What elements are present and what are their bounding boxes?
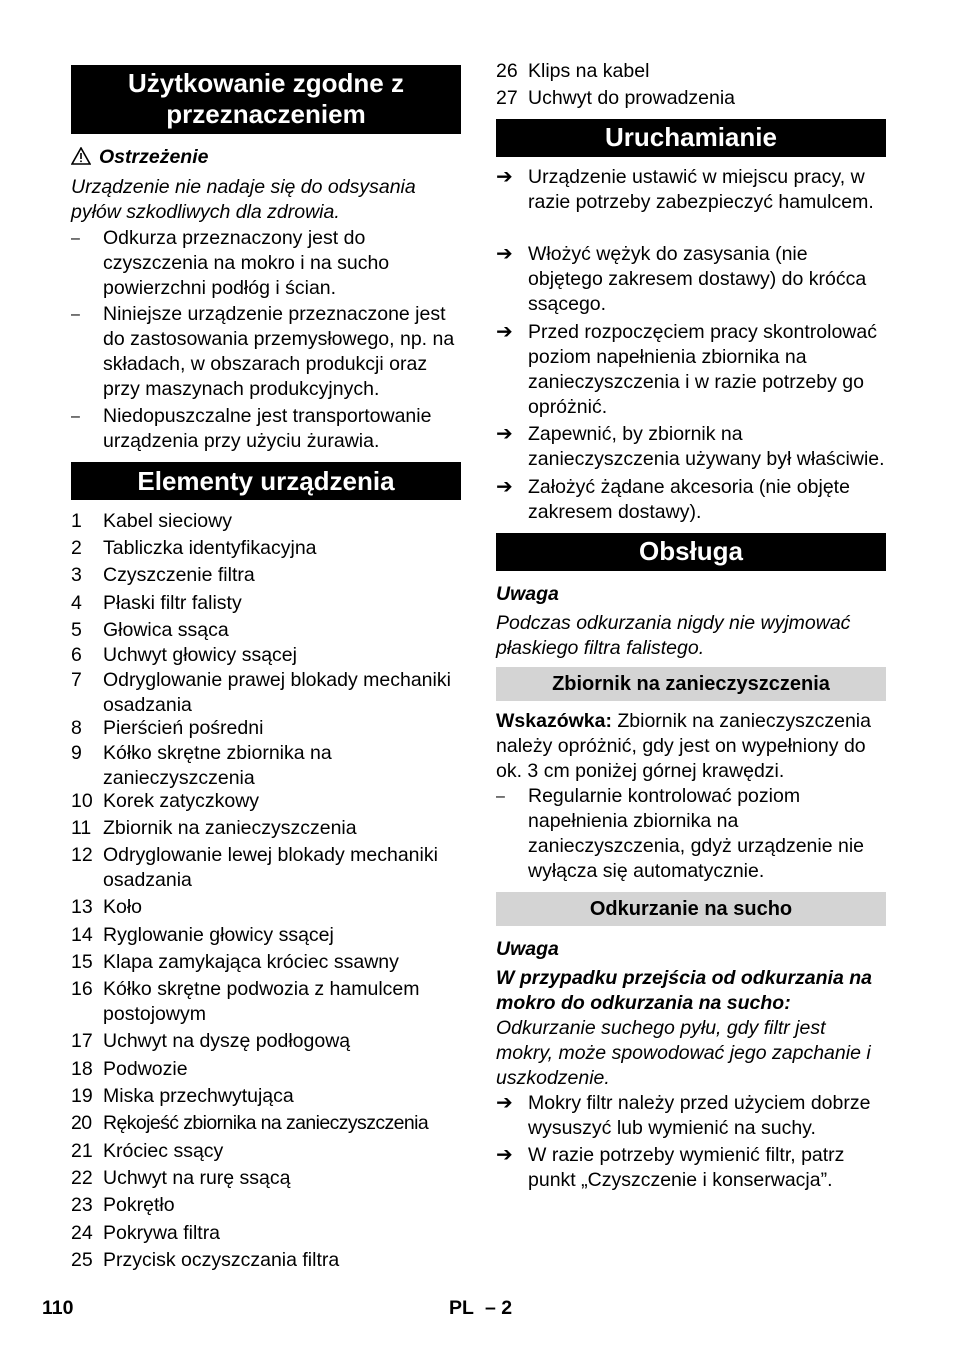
element-label: Pokrywa filtra	[103, 1222, 221, 1244]
element-label: Uchwyt na dyszę podłogową	[103, 1030, 351, 1052]
element-label: Tabliczka identyfikacyjna	[103, 537, 317, 559]
arrow-right-icon: ➔	[496, 321, 513, 343]
element-label: Kabel sieciowy	[103, 510, 232, 532]
element-number: 5	[71, 619, 82, 641]
arrow-right-icon: ➔	[496, 476, 513, 498]
step-text: Mokry filtr należy przed użyciem dobrze wysuszyć lub wymienić na suchy.	[528, 1092, 871, 1139]
page-number: 110	[42, 1297, 74, 1319]
element-label: Czyszczenie filtra	[103, 564, 255, 586]
arrow-right-icon: ➔	[496, 423, 513, 445]
element-number: 25	[71, 1249, 93, 1271]
element-number: 20	[71, 1112, 92, 1134]
element-label: Przycisk oczyszczania filtra	[103, 1249, 340, 1271]
element-label: Głowica ssąca	[103, 619, 229, 641]
element-label: Uchwyt do prowadzenia	[528, 87, 736, 109]
footer-lang	[449, 1296, 512, 1321]
element-label: Pokrętło	[103, 1194, 175, 1216]
step-text: Urządzenie ustawić w miejscu pracy, w razie potrzeby zabezpieczyć hamulcem.	[528, 166, 874, 213]
arrow-right-icon: ➔	[496, 166, 513, 188]
element-number: 7	[71, 669, 82, 691]
heading-startup: Uruchamianie	[496, 119, 886, 157]
element-number: 13	[71, 896, 93, 918]
element-number: 17	[71, 1030, 93, 1052]
element-number: 2	[71, 537, 82, 559]
element-label: Ryglowanie głowicy ssącej	[103, 924, 334, 946]
element-label: Klips na kabel	[528, 60, 650, 82]
arrow-right-icon: ➔	[496, 243, 513, 265]
arrow-right-icon: ➔	[496, 1092, 513, 1114]
element-label: Uchwyt głowicy ssącej	[103, 644, 297, 666]
element-number: 6	[71, 644, 82, 666]
arrow-right-icon: ➔	[496, 1144, 513, 1166]
element-number: 16	[71, 978, 93, 1000]
element-label: Zbiornik na zanieczyszczenia	[103, 817, 357, 839]
element-label: Kółko skrętne zbiornika na zanieczyszczenia	[103, 742, 332, 789]
step-text: W razie potrzeby wymienić filtr, patrz punkt „Czyszczenie i konserwacja”.	[528, 1144, 845, 1191]
language-code: PL	[449, 1297, 474, 1319]
element-number: 22	[71, 1167, 93, 1189]
element-label: Klapa zamykająca króciec ssawny	[103, 951, 399, 973]
warning-triangle-icon	[71, 147, 91, 172]
list-item-text: Regularnie kontrolować poziom napełnienia zbiornika na zanieczyszczenia, gdyż urządzenie nie wyłącza się automatycznie.	[528, 785, 865, 882]
element-label: Króciec ssący	[103, 1140, 224, 1162]
step-text: Zapewnić, by zbiornik na zanieczyszczenia używany był właściwie.	[528, 423, 885, 470]
heading-dry-vacuuming: Odkurzanie na sucho	[496, 892, 886, 926]
dash-marker: –	[496, 788, 505, 805]
element-label: Uchwyt na rurę ssącą	[103, 1167, 291, 1189]
warning-label: Ostrzeżenie	[99, 146, 209, 168]
element-label: Pierścień pośredni	[103, 717, 264, 739]
dash-marker: –	[71, 230, 80, 247]
dry-note-text: Odkurzanie suchego pyłu, gdy filtr jest mokry, może spowodować jego zapchanie i uszkodzenie.	[496, 1017, 871, 1089]
note-text: Podczas odkurzania nigdy nie wyjmować płaskiego filtra falistego.	[496, 612, 851, 659]
step-text: Przed rozpoczęciem pracy skontrolować poziom napełnienia zbiornika na zanieczyszczenia i w razie potrzeby go opróżnić.	[528, 321, 877, 418]
list-item-text: Odkurza przeznaczony jest do czyszczenia na mokro i na sucho powierzchni podłóg i ścian.	[103, 227, 390, 299]
element-label: Podwozie	[103, 1058, 188, 1080]
dash-marker: –	[71, 306, 80, 323]
element-label: Rękojeść zbiornika na zanieczyszczenia	[103, 1112, 429, 1134]
heading-dirt-tank: Zbiornik na zanieczyszczenia	[496, 667, 886, 701]
element-label: Miska przechwytująca	[103, 1085, 294, 1107]
element-label: Odryglowanie lewej blokady mechaniki osadzania	[103, 844, 438, 891]
dry-note-label: Uwaga	[496, 938, 559, 960]
step-text: Włożyć wężyk do zasysania (nie objętego zakresem dostawy) do króćca ssącego.	[528, 243, 867, 315]
element-number: 9	[71, 742, 82, 764]
element-number: 24	[71, 1222, 93, 1244]
element-label: Odryglowanie prawej blokady mechaniki osadzania	[103, 669, 451, 716]
dash-marker: –	[71, 408, 80, 425]
element-number: 18	[71, 1058, 93, 1080]
element-label: Płaski filtr falisty	[103, 592, 242, 614]
element-number: 19	[71, 1085, 93, 1107]
element-number: 26	[496, 60, 518, 82]
element-number: 8	[71, 717, 82, 739]
element-number: 4	[71, 592, 82, 614]
warning-heading	[71, 145, 461, 172]
dry-note-bold: W przypadku przejścia od odkurzania na mokro do odkurzania na sucho:	[496, 967, 872, 1014]
element-number: 1	[71, 510, 82, 532]
hint-paragraph	[496, 709, 886, 784]
note-label: Uwaga	[496, 583, 559, 605]
element-number: 10	[71, 790, 93, 812]
element-number: 21	[71, 1140, 93, 1162]
element-number: 23	[71, 1194, 93, 1216]
element-number: 12	[71, 844, 93, 866]
heading-intended-use	[71, 65, 461, 134]
element-number: 27	[496, 87, 518, 109]
step-text: Założyć żądane akcesoria (nie objęte zakresem dostawy).	[528, 476, 850, 523]
section-page: – 2	[485, 1297, 513, 1319]
element-number: 3	[71, 564, 82, 586]
element-number: 15	[71, 951, 93, 973]
heading-operation: Obsługa	[496, 533, 886, 571]
element-label: Koło	[103, 896, 143, 918]
heading-elements: Elementy urządzenia	[71, 462, 461, 500]
list-item-text: Niedopuszczalne jest transportowanie urządzenia przy użyciu żurawia.	[103, 405, 432, 452]
hint-text: Zbiornik na zanieczyszczenia należy opróżnić, gdy jest on wypełniony do ok. 3 cm poniżej górnej krawędzi.	[496, 710, 871, 782]
warning-text: Urządzenie nie nadaje się do odsysania pyłów szkodliwych dla zdrowia.	[71, 176, 416, 223]
list-item-text: Niniejsze urządzenie przeznaczone jest do zastosowania przemysłowego, np. na składach, w obszarach produkcji oraz przy maszynach produkcyjnych.	[103, 303, 455, 400]
element-label: Kółko skrętne podwozia z hamulcem postojowym	[103, 978, 420, 1025]
element-number: 11	[71, 817, 92, 839]
element-label: Korek zatyczkowy	[103, 790, 260, 812]
element-number: 14	[71, 924, 93, 946]
hint-label: Wskazówka:	[496, 710, 612, 732]
heading-intended-use-text: Użytkowanie zgodne z przeznaczeniem	[128, 68, 404, 129]
